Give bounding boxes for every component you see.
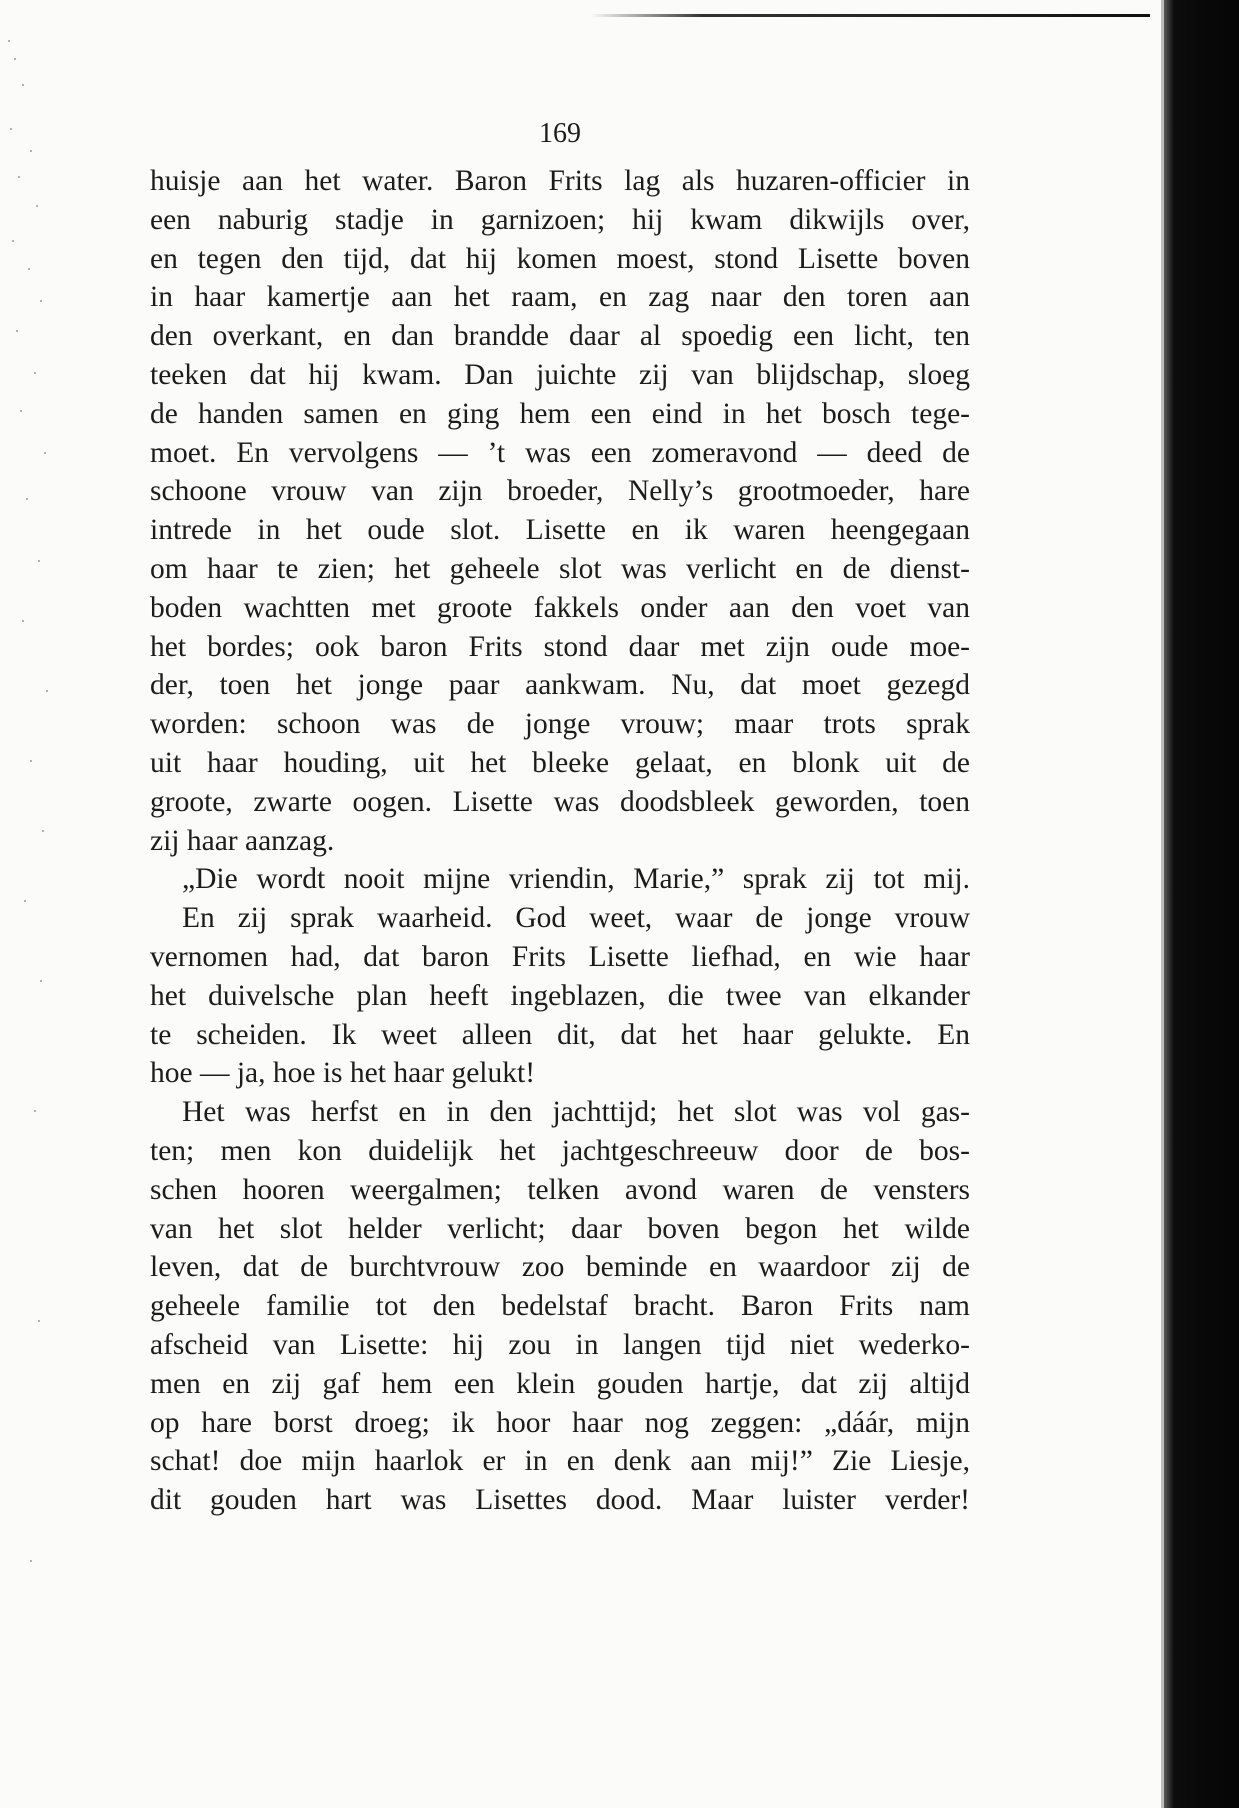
text-line: Het was herfst en in den jachttijd; het slot was vol gas- (182, 1096, 970, 1129)
text-line: worden: schoon was de jonge vrouw; maar trots sprak (150, 708, 970, 741)
text-line: moet. En vervolgens — ’t was een zomeravond — deed de (150, 436, 970, 469)
text-line: in haar kamertje aan het raam, en zag naar den toren aan (150, 281, 970, 314)
page-number: 169 (539, 118, 581, 149)
text-line: groote, zwarte oogen. Lisette was doodsbleek geworden, toen (150, 785, 970, 818)
text-line: En zij sprak waarheid. God weet, waar de jonge vrouw (182, 902, 970, 935)
text-line: van het slot helder verlicht; daar boven begon het wilde (150, 1212, 970, 1245)
text-line: de handen samen en ging hem een eind in het bosch tege- (150, 397, 970, 430)
text-line: het duivelsche plan heeft ingeblazen, die twee van elkander (150, 979, 970, 1012)
text-line: schen hooren weergalmen; telken avond waren de vensters (150, 1173, 970, 1206)
text-line: vernomen had, dat baron Frits Lisette liefhad, en wie haar (150, 940, 970, 973)
text-line: om haar te zien; het geheele slot was verlicht en de dienst- (150, 552, 970, 585)
text-line: dit gouden hart was Lisettes dood. Maar luister verder! (150, 1484, 970, 1517)
text-line: uit haar houding, uit het bleeke gelaat, en blonk uit de (150, 746, 970, 779)
text-line: intrede in het oude slot. Lisette en ik waren heengegaan (150, 514, 970, 547)
text-line: hoe — ja, hoe is het haar gelukt! (150, 1057, 536, 1090)
text-line: schoone vrouw van zijn broeder, Nelly’s grootmoeder, hare (150, 475, 970, 508)
text-line: afscheid van Lisette: hij zou in langen tijd niet wederko- (150, 1328, 970, 1361)
text-line: leven, dat de burchtvrouw zoo beminde en waardoor zij de (150, 1251, 970, 1284)
text-line: ten; men kon duidelijk het jachtgeschreeuw door de bos- (150, 1134, 970, 1167)
text-line: en tegen den tijd, dat hij komen moest, stond Lisette boven (150, 242, 970, 275)
body-text (150, 162, 970, 1520)
text-line: „Die wordt nooit mijne vriendin, Marie,” sprak zij tot mij. (182, 863, 970, 896)
text-line: huisje aan het water. Baron Frits lag als huzaren-officier in (150, 165, 970, 197)
text-line: den overkant, en dan brandde daar al spoedig een licht, ten (150, 320, 970, 353)
text-line: schat! doe mijn haarlok er in en denk aan mij!” Zie Liesje, (150, 1445, 970, 1478)
text-line: een naburig stadje in garnizoen; hij kwam dikwijls over, (150, 203, 970, 236)
book-binding-edge (1164, 0, 1239, 1808)
text-line: boden wachtten met groote fakkels onder aan den voet van (150, 591, 970, 624)
text-line: zij haar aanzag. (150, 824, 335, 857)
text-line: men en zij gaf hem een klein gouden hartje, dat zij altijd (150, 1367, 970, 1400)
text-line: het bordes; ook baron Frits stond daar met zijn oude moe- (150, 630, 970, 663)
top-rule (590, 14, 1150, 17)
text-line: der, toen het jonge paar aankwam. Nu, dat moet gezegd (150, 669, 970, 702)
text-line: te scheiden. Ik weet alleen dit, dat het haar gelukte. En (150, 1018, 970, 1051)
text-line: op hare borst droeg; ik hoor haar nog zeggen: „dáár, mijn (150, 1406, 970, 1439)
text-line: teeken dat hij kwam. Dan juichte zij van blijdschap, sloeg (150, 358, 970, 391)
text-line: geheele familie tot den bedelstaf bracht. Baron Frits nam (150, 1290, 970, 1323)
